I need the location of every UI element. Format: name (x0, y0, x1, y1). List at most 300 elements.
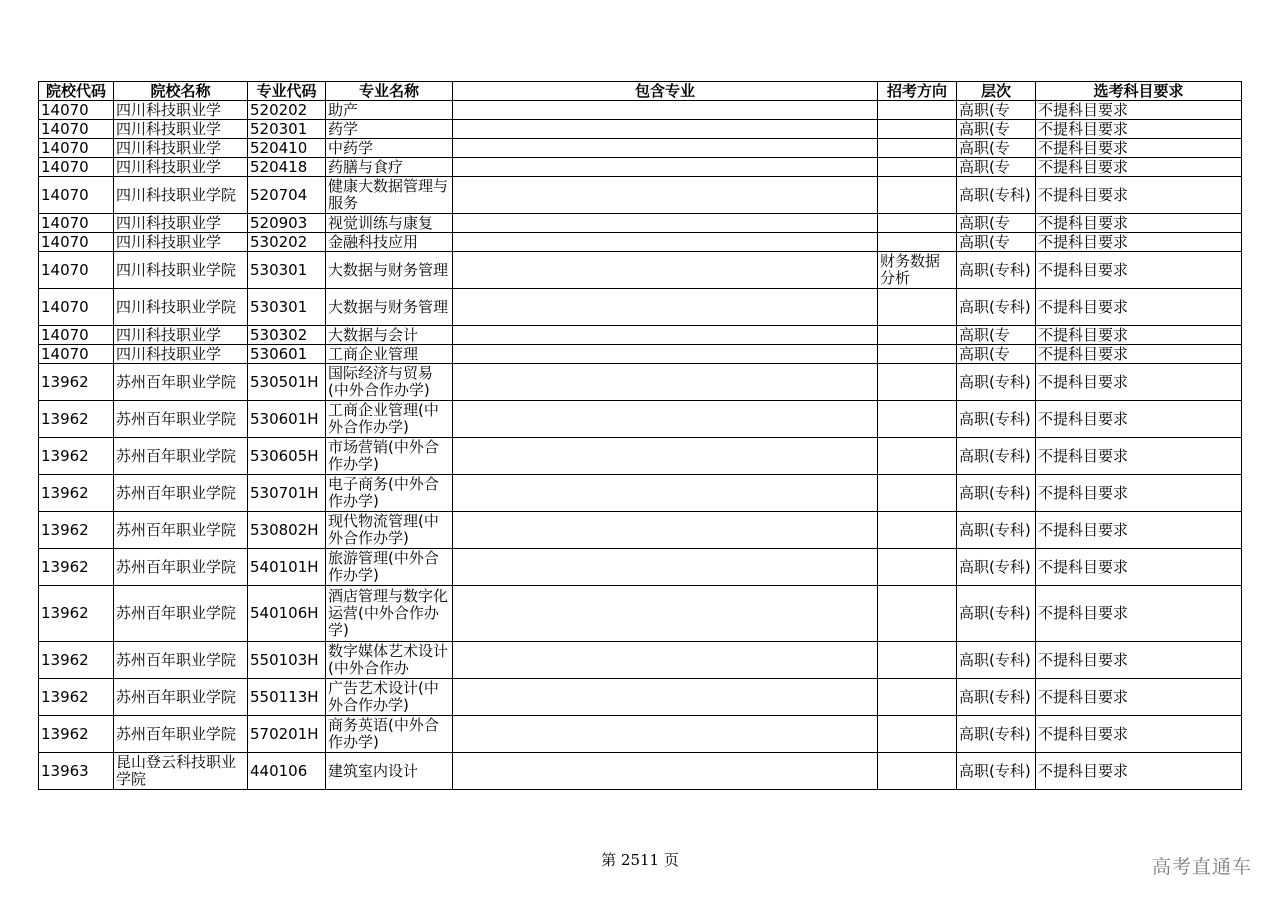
cell-school-code-text: 14070 (41, 186, 89, 204)
cell-school-code-text: 14070 (41, 261, 89, 279)
cell-school-code-text: 13962 (41, 558, 89, 576)
watermark-text: 高考直通车 (1151, 856, 1252, 878)
cell-subject-requirement (1036, 120, 1242, 139)
cell-school-code-text: 14070 (41, 345, 89, 363)
cell-major-code-text: 530601H (250, 410, 319, 428)
cell-school-code (39, 753, 114, 790)
cell-included-majors (453, 364, 878, 401)
cell-school-code (39, 120, 114, 139)
cell-major-code-text: 520202 (250, 101, 308, 119)
cell-level-text: 高职(专科) (959, 725, 1031, 743)
cell-school-code-text: 14070 (41, 326, 89, 344)
cell-major-code-text: 530302 (250, 326, 308, 344)
cell-level (957, 326, 1036, 345)
cell-direction (878, 716, 957, 753)
cell-school-name-text: 四川科技职业学 (116, 214, 222, 232)
cell-level (957, 586, 1036, 642)
cell-subject-requirement (1036, 586, 1242, 642)
cell-major-name-text: 大数据与财务管理 (328, 261, 449, 279)
page-number: 第 2511 页 (601, 851, 679, 869)
cell-subject-requirement (1036, 753, 1242, 790)
header-school-name: 院校名称 (114, 82, 248, 101)
cell-level (957, 549, 1036, 586)
cell-subject-requirement (1036, 679, 1242, 716)
cell-school-name (114, 252, 248, 289)
cell-major-name-text: 市场营销(中外合作办学) (328, 439, 439, 473)
header-major-code: 专业代码 (248, 82, 326, 101)
cell-school-name-text: 四川科技职业学 (116, 345, 222, 363)
cell-subject-requirement-text: 不提科目要求 (1038, 725, 1129, 743)
cell-included-majors (453, 512, 878, 549)
cell-school-code-text: 13962 (41, 447, 89, 465)
cell-major-name-text: 药膳与食疗 (328, 158, 404, 176)
cell-subject-requirement-text: 不提科目要求 (1038, 345, 1129, 363)
cell-level-text: 高职(专科) (959, 410, 1031, 428)
cell-subject-requirement (1036, 475, 1242, 512)
cell-major-code-text: 520301 (250, 120, 308, 138)
table-row (39, 401, 1242, 438)
cell-major-name (326, 289, 453, 326)
cell-included-majors (453, 120, 878, 139)
cell-level (957, 364, 1036, 401)
cell-major-name-text: 广告艺术设计(中外合作办学) (328, 680, 439, 714)
cell-included-majors (453, 549, 878, 586)
cell-subject-requirement-text: 不提科目要求 (1038, 214, 1129, 232)
cell-major-name-text: 数字媒体艺术设计(中外合作办 (328, 643, 449, 677)
cell-subject-requirement-text: 不提科目要求 (1038, 447, 1129, 465)
cell-included-majors (453, 326, 878, 345)
cell-school-name-text: 四川科技职业学院 (116, 261, 237, 279)
cell-subject-requirement (1036, 101, 1242, 120)
cell-school-code (39, 289, 114, 326)
cell-level-text: 高职(专 (959, 139, 1010, 157)
cell-major-code-text: 520704 (250, 186, 308, 204)
cell-included-majors (453, 101, 878, 120)
cell-level-text: 高职(专科) (959, 688, 1031, 706)
cell-school-code-text: 14070 (41, 158, 89, 176)
cell-included-majors (453, 475, 878, 512)
cell-major-name (326, 438, 453, 475)
table-row (39, 716, 1242, 753)
table-row (39, 642, 1242, 679)
cell-school-code (39, 438, 114, 475)
cell-major-code (248, 326, 326, 345)
cell-major-code-text: 530301 (250, 298, 308, 316)
cell-school-code-text: 13962 (41, 725, 89, 743)
cell-major-name-text: 大数据与财务管理 (328, 298, 449, 316)
cell-direction (878, 753, 957, 790)
cell-level (957, 679, 1036, 716)
cell-direction (878, 101, 957, 120)
cell-major-code (248, 139, 326, 158)
cell-subject-requirement-text: 不提科目要求 (1038, 326, 1129, 344)
cell-major-name-text: 国际经济与贸易(中外合作办学) (328, 365, 434, 399)
cell-level (957, 177, 1036, 214)
cell-level (957, 512, 1036, 549)
cell-major-name-text: 酒店管理与数字化运营(中外合作办学) (328, 588, 449, 639)
cell-school-code-text: 13962 (41, 373, 89, 391)
cell-school-name-text: 四川科技职业学 (116, 101, 222, 119)
cell-direction (878, 233, 957, 252)
cell-subject-requirement (1036, 326, 1242, 345)
cell-school-code (39, 716, 114, 753)
cell-major-code (248, 475, 326, 512)
cell-major-code (248, 233, 326, 252)
cell-level-text: 高职(专 (959, 326, 1010, 344)
cell-subject-requirement (1036, 642, 1242, 679)
cell-school-name (114, 716, 248, 753)
cell-major-name (326, 139, 453, 158)
cell-major-name-text: 旅游管理(中外合作办学) (328, 550, 439, 584)
cell-included-majors (453, 401, 878, 438)
table-body (39, 101, 1242, 790)
cell-school-name (114, 642, 248, 679)
cell-school-code-text: 13962 (41, 410, 89, 428)
cell-major-name-text: 建筑室内设计 (328, 762, 419, 780)
cell-subject-requirement (1036, 438, 1242, 475)
table-row (39, 345, 1242, 364)
cell-direction (878, 120, 957, 139)
cell-school-name (114, 364, 248, 401)
cell-school-name-text: 苏州百年职业学院 (116, 558, 237, 576)
cell-major-code-text: 530802H (250, 521, 319, 539)
cell-subject-requirement (1036, 345, 1242, 364)
cell-major-code (248, 401, 326, 438)
cell-school-name (114, 512, 248, 549)
cell-subject-requirement-text: 不提科目要求 (1038, 298, 1129, 316)
cell-school-name (114, 475, 248, 512)
cell-school-name-text: 苏州百年职业学院 (116, 373, 237, 391)
cell-school-code-text: 13962 (41, 605, 89, 622)
cell-included-majors (453, 438, 878, 475)
cell-included-majors (453, 716, 878, 753)
header-major-name: 专业名称 (326, 82, 453, 101)
cell-school-code-text: 14070 (41, 214, 89, 232)
cell-school-name-text: 四川科技职业学 (116, 233, 222, 251)
cell-school-code (39, 252, 114, 289)
cell-major-code (248, 642, 326, 679)
cell-major-code-text: 530501H (250, 373, 319, 391)
cell-school-code (39, 214, 114, 233)
cell-level-text: 高职(专 (959, 101, 1010, 119)
cell-school-name (114, 753, 248, 790)
cell-level (957, 438, 1036, 475)
cell-school-code-text: 14070 (41, 120, 89, 138)
cell-school-code (39, 679, 114, 716)
cell-major-name (326, 252, 453, 289)
cell-direction (878, 512, 957, 549)
cell-major-name-text: 金融科技应用 (328, 233, 419, 251)
cell-major-code-text: 440106 (250, 762, 308, 780)
cell-school-name (114, 177, 248, 214)
cell-subject-requirement-text: 不提科目要求 (1038, 139, 1129, 157)
cell-major-code (248, 289, 326, 326)
cell-direction (878, 214, 957, 233)
cell-subject-requirement (1036, 716, 1242, 753)
cell-subject-requirement (1036, 549, 1242, 586)
cell-direction (878, 586, 957, 642)
cell-major-name (326, 120, 453, 139)
cell-level (957, 101, 1036, 120)
cell-direction (878, 642, 957, 679)
cell-school-name-text: 四川科技职业学院 (116, 186, 237, 204)
cell-major-code (248, 345, 326, 364)
table-row (39, 289, 1242, 326)
cell-level-text: 高职(专科) (959, 484, 1031, 502)
cell-school-code (39, 642, 114, 679)
cell-major-code (248, 716, 326, 753)
cell-school-name (114, 549, 248, 586)
cell-major-name (326, 586, 453, 642)
cell-major-name (326, 364, 453, 401)
cell-major-name (326, 549, 453, 586)
table-row (39, 233, 1242, 252)
cell-level (957, 642, 1036, 679)
cell-direction (878, 326, 957, 345)
cell-school-name-text: 苏州百年职业学院 (116, 605, 237, 622)
cell-subject-requirement (1036, 233, 1242, 252)
cell-subject-requirement-text: 不提科目要求 (1038, 373, 1129, 391)
cell-school-code-text: 14070 (41, 233, 89, 251)
cell-level (957, 158, 1036, 177)
cell-subject-requirement (1036, 252, 1242, 289)
cell-included-majors (453, 753, 878, 790)
cell-subject-requirement-text: 不提科目要求 (1038, 233, 1129, 251)
cell-direction (878, 158, 957, 177)
cell-subject-requirement (1036, 512, 1242, 549)
cell-school-code-text: 14070 (41, 139, 89, 157)
cell-school-name-text: 苏州百年职业学院 (116, 651, 237, 669)
cell-major-name-text: 健康大数据管理与服务 (328, 178, 449, 212)
table-row (39, 679, 1242, 716)
cell-school-code-text: 13962 (41, 688, 89, 706)
header-subject-requirement: 选考科目要求 (1036, 82, 1242, 101)
cell-major-name (326, 716, 453, 753)
cell-major-code-text: 520418 (250, 158, 308, 176)
table-row (39, 586, 1242, 642)
cell-school-code (39, 326, 114, 345)
cell-school-code-text: 13962 (41, 521, 89, 539)
cell-major-name-text: 助产 (328, 101, 359, 119)
cell-major-name (326, 512, 453, 549)
cell-school-name (114, 401, 248, 438)
cell-major-code-text: 520903 (250, 214, 308, 232)
cell-major-name-text: 商务英语(中外合作办学) (328, 717, 439, 751)
cell-level-text: 高职(专科) (959, 447, 1031, 465)
cell-included-majors (453, 252, 878, 289)
cell-direction (878, 289, 957, 326)
table-row (39, 512, 1242, 549)
cell-school-name (114, 345, 248, 364)
cell-major-code (248, 177, 326, 214)
cell-included-majors (453, 233, 878, 252)
cell-school-name-text: 苏州百年职业学院 (116, 521, 237, 539)
cell-subject-requirement-text: 不提科目要求 (1038, 484, 1129, 502)
cell-major-name (326, 214, 453, 233)
cell-school-name (114, 233, 248, 252)
cell-major-name (326, 401, 453, 438)
cell-level-text: 高职(专科) (959, 261, 1031, 279)
cell-subject-requirement (1036, 214, 1242, 233)
cell-level-text: 高职(专 (959, 120, 1010, 138)
cell-major-code (248, 586, 326, 642)
cell-included-majors (453, 289, 878, 326)
table-row (39, 475, 1242, 512)
table-row (39, 549, 1242, 586)
table-row (39, 326, 1242, 345)
cell-school-code-text: 14070 (41, 298, 89, 316)
cell-direction-text: 财务数据分析 (880, 253, 941, 287)
cell-school-name-text: 四川科技职业学 (116, 158, 222, 176)
cell-direction (878, 679, 957, 716)
cell-subject-requirement-text: 不提科目要求 (1038, 101, 1129, 119)
cell-major-code (248, 679, 326, 716)
cell-major-code-text: 540101H (250, 558, 319, 576)
cell-school-code (39, 586, 114, 642)
cell-major-name-text: 工商企业管理(中外合作办学) (328, 402, 439, 436)
cell-subject-requirement-text: 不提科目要求 (1038, 120, 1129, 138)
cell-school-name (114, 679, 248, 716)
cell-major-name-text: 中药学 (328, 139, 374, 157)
cell-school-code (39, 101, 114, 120)
cell-included-majors (453, 679, 878, 716)
cell-level (957, 252, 1036, 289)
cell-school-code (39, 364, 114, 401)
cell-major-name (326, 233, 453, 252)
cell-major-name-text: 视觉训练与康复 (328, 214, 434, 232)
cell-school-name (114, 586, 248, 642)
cell-school-name (114, 158, 248, 177)
cell-school-code (39, 512, 114, 549)
cell-school-name-text: 四川科技职业学 (116, 120, 222, 138)
cell-direction (878, 177, 957, 214)
cell-included-majors (453, 139, 878, 158)
cell-major-code-text: 550103H (250, 651, 319, 669)
table-row (39, 158, 1242, 177)
cell-major-code (248, 753, 326, 790)
cell-school-name (114, 438, 248, 475)
cell-school-name (114, 139, 248, 158)
cell-subject-requirement (1036, 177, 1242, 214)
cell-major-code-text: 530301 (250, 261, 308, 279)
cell-major-code-text: 530605H (250, 447, 319, 465)
cell-major-code (248, 438, 326, 475)
cell-school-code-text: 13962 (41, 651, 89, 669)
cell-direction (878, 401, 957, 438)
cell-major-name-text: 大数据与会计 (328, 326, 419, 344)
cell-direction (878, 252, 957, 289)
cell-school-code-text: 14070 (41, 101, 89, 119)
header-school-code: 院校代码 (39, 82, 114, 101)
cell-major-name (326, 345, 453, 364)
cell-school-name (114, 289, 248, 326)
cell-major-code-text: 520410 (250, 139, 308, 157)
cell-level (957, 120, 1036, 139)
cell-subject-requirement (1036, 401, 1242, 438)
cell-subject-requirement-text: 不提科目要求 (1038, 521, 1129, 539)
table-row (39, 139, 1242, 158)
cell-level (957, 233, 1036, 252)
cell-school-name-text: 苏州百年职业学院 (116, 410, 237, 428)
cell-major-name (326, 475, 453, 512)
cell-school-code (39, 233, 114, 252)
cell-major-name (326, 326, 453, 345)
cell-major-name (326, 158, 453, 177)
cell-school-code (39, 401, 114, 438)
header-row (39, 82, 1242, 101)
cell-major-code (248, 214, 326, 233)
cell-direction (878, 345, 957, 364)
cell-school-name-text: 苏州百年职业学院 (116, 447, 237, 465)
cell-level (957, 401, 1036, 438)
cell-subject-requirement-text: 不提科目要求 (1038, 605, 1129, 622)
cell-subject-requirement (1036, 158, 1242, 177)
cell-level-text: 高职(专 (959, 345, 1010, 363)
table-row (39, 252, 1242, 289)
cell-major-code (248, 158, 326, 177)
cell-major-code-text: 540106H (250, 605, 319, 622)
cell-direction (878, 364, 957, 401)
cell-school-code (39, 177, 114, 214)
cell-major-code (248, 120, 326, 139)
cell-school-name-text: 苏州百年职业学院 (116, 725, 237, 743)
cell-school-code (39, 139, 114, 158)
cell-subject-requirement-text: 不提科目要求 (1038, 558, 1129, 576)
cell-level-text: 高职(专 (959, 233, 1010, 251)
cell-major-name-text: 现代物流管理(中外合作办学) (328, 513, 439, 547)
cell-school-name-text: 苏州百年职业学院 (116, 484, 237, 502)
cell-included-majors (453, 586, 878, 642)
cell-direction (878, 475, 957, 512)
cell-subject-requirement (1036, 289, 1242, 326)
cell-school-name (114, 326, 248, 345)
cell-major-code-text: 530701H (250, 484, 319, 502)
cell-level (957, 475, 1036, 512)
cell-subject-requirement-text: 不提科目要求 (1038, 186, 1129, 204)
cell-included-majors (453, 214, 878, 233)
cell-major-name (326, 679, 453, 716)
cell-subject-requirement-text: 不提科目要求 (1038, 410, 1129, 428)
cell-school-name-text: 昆山登云科技职业学院 (116, 754, 237, 788)
cell-major-code-text: 530202 (250, 233, 308, 251)
cell-school-code-text: 13963 (41, 762, 89, 780)
header-included-majors: 包含专业 (453, 82, 878, 101)
cell-direction (878, 438, 957, 475)
cell-school-name-text: 四川科技职业学 (116, 139, 222, 157)
cell-level-text: 高职(专科) (959, 651, 1031, 669)
cell-direction (878, 549, 957, 586)
table-row (39, 101, 1242, 120)
cell-subject-requirement (1036, 139, 1242, 158)
cell-school-name (114, 214, 248, 233)
cell-school-code-text: 13962 (41, 484, 89, 502)
cell-level-text: 高职(专科) (959, 373, 1031, 391)
cell-major-code-text: 570201H (250, 725, 319, 743)
cell-major-name (326, 177, 453, 214)
cell-included-majors (453, 158, 878, 177)
table-row (39, 753, 1242, 790)
cell-level (957, 214, 1036, 233)
cell-major-name-text: 工商企业管理 (328, 345, 419, 363)
cell-included-majors (453, 642, 878, 679)
cell-subject-requirement-text: 不提科目要求 (1038, 158, 1129, 176)
cell-level-text: 高职(专科) (959, 521, 1031, 539)
cell-level (957, 139, 1036, 158)
admission-table (38, 81, 1242, 790)
cell-major-code (248, 512, 326, 549)
table-row (39, 364, 1242, 401)
header-direction: 招考方向 (878, 82, 957, 101)
